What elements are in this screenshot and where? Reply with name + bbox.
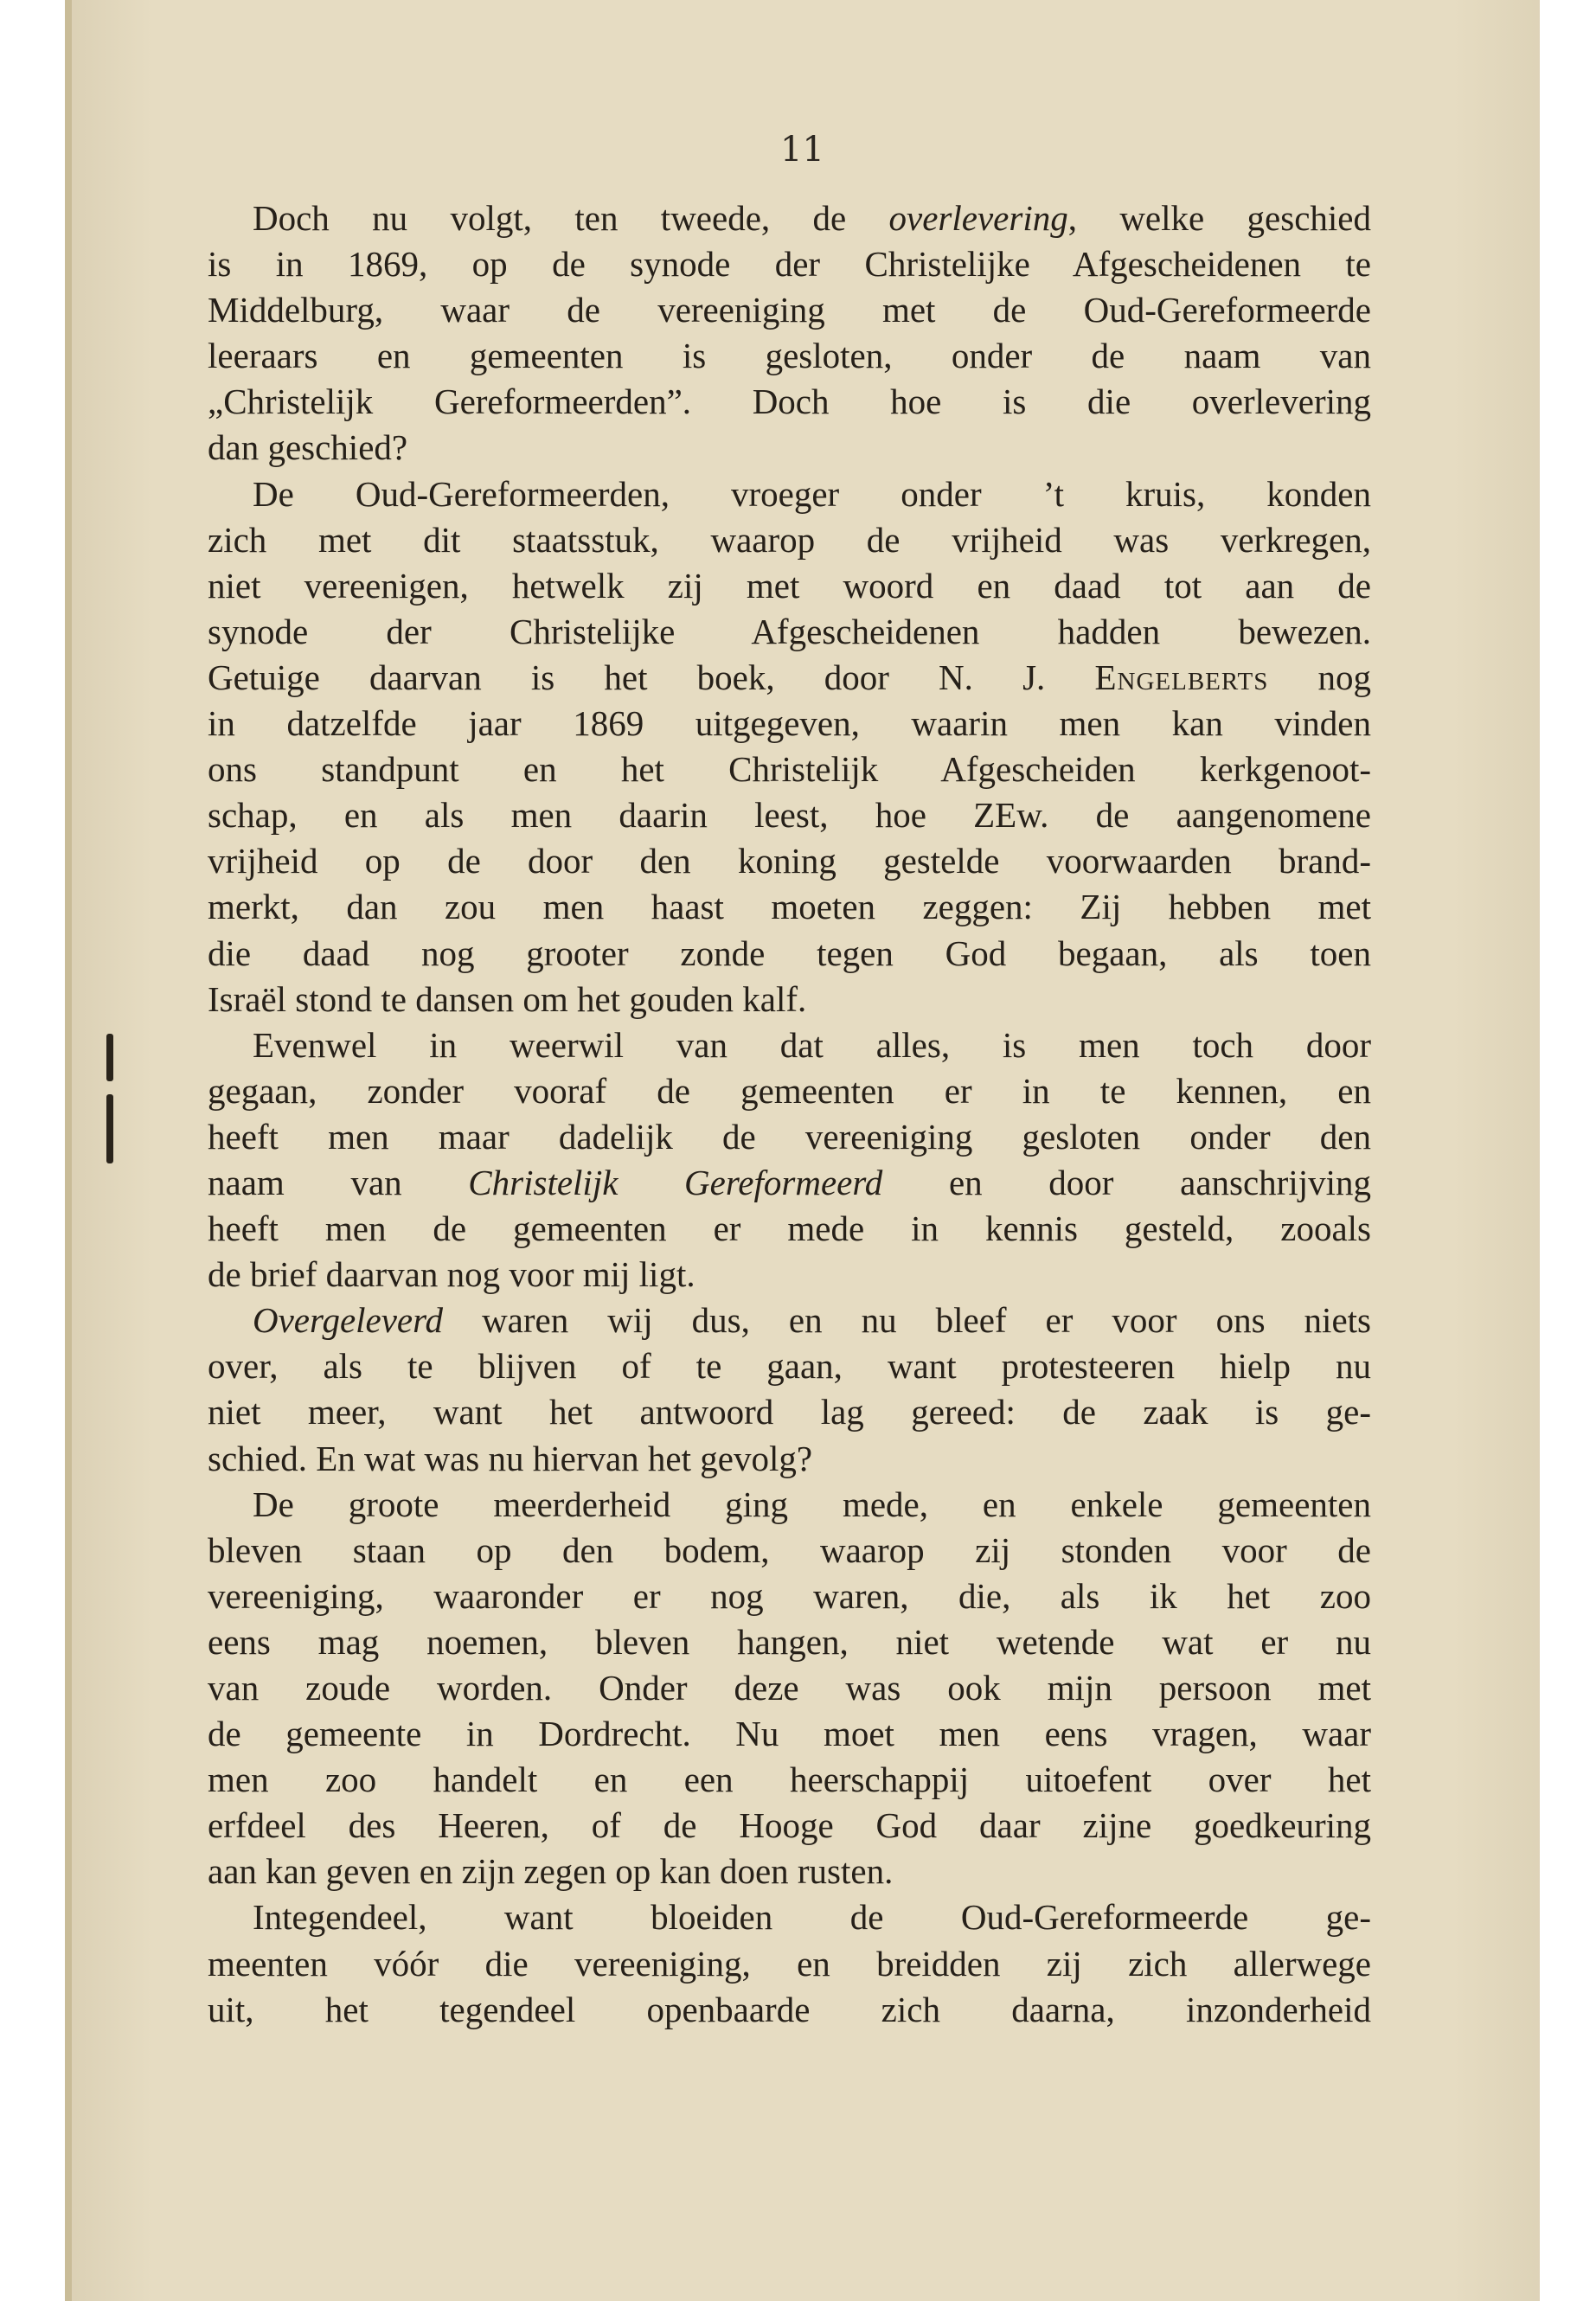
text-line bbox=[208, 977, 1371, 1022]
text-line bbox=[208, 379, 1371, 425]
text-run: Getuige daarvan is het boek, door N. J. bbox=[208, 657, 1095, 697]
text-run: in datzelfde jaar 1869 uitgegeven, waarin men kan vinden bbox=[208, 703, 1371, 744]
text-line bbox=[208, 195, 1371, 241]
text-line bbox=[208, 1343, 1371, 1389]
text-run: ons standpunt en het Christelijk Afgescheiden kerkgenoot- bbox=[208, 749, 1371, 790]
text-line bbox=[208, 563, 1371, 609]
text-run: gegaan, zonder vooraf de gemeenten er in te kennen, en bbox=[208, 1070, 1371, 1111]
text-run: vereeniging, waaronder er nog waren, die, als ik het zoo bbox=[208, 1575, 1371, 1616]
text-run: Middelburg, waar de vereeniging met de Oud-Gereformeerde bbox=[208, 290, 1371, 330]
text-run: de brief daarvan nog voor mij ligt. bbox=[208, 1254, 695, 1295]
text-run: Evenwel in weerwil van dat alles, is men toch door bbox=[253, 1024, 1371, 1065]
text-run: vrijheid op de door den koning gestelde voorwaarden brand- bbox=[208, 841, 1371, 881]
text-line bbox=[208, 1574, 1371, 1619]
text-run: zich met dit staatsstuk, waarop de vrijheid was verkregen, bbox=[208, 519, 1371, 560]
text-run: De groote meerderheid ging mede, en enkele gemeenten bbox=[253, 1484, 1371, 1524]
text-run: Integendeel, want bloeiden de Oud-Gereformeerde ge- bbox=[253, 1897, 1371, 1938]
text-run: die daad nog grooter zonde tegen God begaan, als toen bbox=[208, 933, 1371, 973]
text-run: „Christelijk Gereformeerden”. Doch hoe is die overlevering bbox=[208, 381, 1371, 422]
text-line bbox=[208, 1436, 1371, 1482]
text-line bbox=[208, 1665, 1371, 1711]
text-line bbox=[208, 471, 1371, 517]
text-run: is in 1869, op de synode der Christelijke Afgescheidenen te bbox=[208, 244, 1371, 285]
text-line bbox=[208, 1849, 1371, 1894]
text-run: schap, en als men daarin leest, hoe ZEw. de aangenomene bbox=[208, 795, 1371, 836]
text-run: dan geschied? bbox=[208, 427, 408, 468]
text-line bbox=[208, 655, 1371, 701]
text-run: leeraars en gemeenten is gesloten, onder de naam van bbox=[208, 336, 1371, 376]
text-line bbox=[208, 517, 1371, 563]
text-line bbox=[208, 333, 1371, 379]
text-run: Israël stond te dansen om het gouden kalf. bbox=[208, 978, 807, 1019]
text-run: over, als te blijven of te gaan, want protesteeren hielp nu bbox=[208, 1346, 1371, 1387]
text-run: heeft men maar dadelijk de vereeniging gesloten onder den bbox=[208, 1116, 1371, 1157]
text-run: erfdeel des Heeren, of de Hooge God daar zijne goedkeuring bbox=[208, 1805, 1371, 1846]
italic-text: overlevering bbox=[888, 198, 1068, 238]
text-line bbox=[208, 287, 1371, 333]
text-line bbox=[208, 1022, 1371, 1068]
italic-text: Overgeleverd bbox=[253, 1300, 444, 1341]
text-line bbox=[208, 792, 1371, 838]
text-run: naam van bbox=[208, 1162, 469, 1202]
text-line bbox=[208, 609, 1371, 655]
text-run: waren wij dus, en nu bleef er voor ons niets bbox=[443, 1300, 1371, 1341]
text-line bbox=[208, 1160, 1371, 1206]
text-run: schied. En wat was nu hiervan het gevolg? bbox=[208, 1438, 813, 1478]
text-run: eens mag noemen, bleven hangen, niet wetende wat er nu bbox=[208, 1621, 1371, 1662]
text-line bbox=[208, 1298, 1371, 1343]
binding-mark bbox=[106, 1034, 113, 1081]
text-run: men zoo handelt en een heerschappij uitoefent over het bbox=[208, 1759, 1371, 1800]
text-run: Doch nu volgt, ten tweede, de bbox=[253, 198, 889, 238]
text-line bbox=[208, 1803, 1371, 1849]
text-line bbox=[208, 1987, 1371, 2033]
text-run: heeft men de gemeenten er mede in kennis gesteld, zooals bbox=[208, 1208, 1371, 1249]
binding-mark bbox=[106, 1094, 113, 1163]
text-run: synode der Christelijke Afgescheidenen hadden bewezen. bbox=[208, 611, 1371, 651]
text-run: merkt, dan zou men haast moeten zeggen: Zij hebben met bbox=[208, 887, 1371, 927]
text-line bbox=[208, 1894, 1371, 1940]
body-text bbox=[208, 195, 1371, 2033]
text-run: aan kan geven en zijn zegen op kan doen rusten. bbox=[208, 1851, 894, 1892]
page-edge bbox=[65, 0, 72, 2301]
text-run: De Oud-Gereformeerden, vroeger onder ’t kruis, konden bbox=[253, 473, 1371, 514]
text-line bbox=[208, 1389, 1371, 1435]
text-run: bleven staan op den bodem, waarop zij stonden voor de bbox=[208, 1529, 1371, 1570]
text-run: de gemeente in Dordrecht. Nu moet men eens vragen, waar bbox=[208, 1714, 1371, 1754]
text-line bbox=[208, 1206, 1371, 1252]
text-line bbox=[208, 425, 1371, 471]
italic-text: Christelijk Gereformeerd bbox=[468, 1162, 883, 1202]
text-line bbox=[208, 241, 1371, 287]
text-run: van zoude worden. Onder deze was ook mijn persoon met bbox=[208, 1668, 1371, 1708]
text-run: , welke geschied bbox=[1067, 198, 1371, 238]
text-run: nog bbox=[1268, 657, 1372, 697]
text-line bbox=[208, 931, 1371, 977]
text-line bbox=[208, 1068, 1371, 1114]
text-line bbox=[208, 747, 1371, 792]
text-line bbox=[208, 1941, 1371, 1987]
page-number: 11 bbox=[780, 130, 824, 170]
text-line bbox=[208, 1482, 1371, 1528]
text-line bbox=[208, 1528, 1371, 1574]
book-page bbox=[65, 0, 1540, 2301]
text-line bbox=[208, 1711, 1371, 1757]
text-line bbox=[208, 1757, 1371, 1803]
text-run: en door aanschrijving bbox=[882, 1162, 1371, 1202]
text-line bbox=[208, 838, 1371, 884]
text-line bbox=[208, 1114, 1371, 1160]
text-line bbox=[208, 701, 1371, 747]
text-line bbox=[208, 884, 1371, 930]
small-caps-name: Engelberts bbox=[1094, 657, 1269, 697]
text-run: uit, het tegendeel openbaarde zich daarna, inzonderheid bbox=[208, 1989, 1371, 2029]
text-run: niet meer, want het antwoord lag gereed: de zaak is ge- bbox=[208, 1392, 1371, 1433]
text-run: niet vereenigen, hetwelk zij met woord en daad tot aan de bbox=[208, 565, 1371, 606]
text-line bbox=[208, 1619, 1371, 1665]
text-line bbox=[208, 1252, 1371, 1298]
text-run: meenten vóór die vereeniging, en breidden zij zich allerwege bbox=[208, 1943, 1371, 1984]
